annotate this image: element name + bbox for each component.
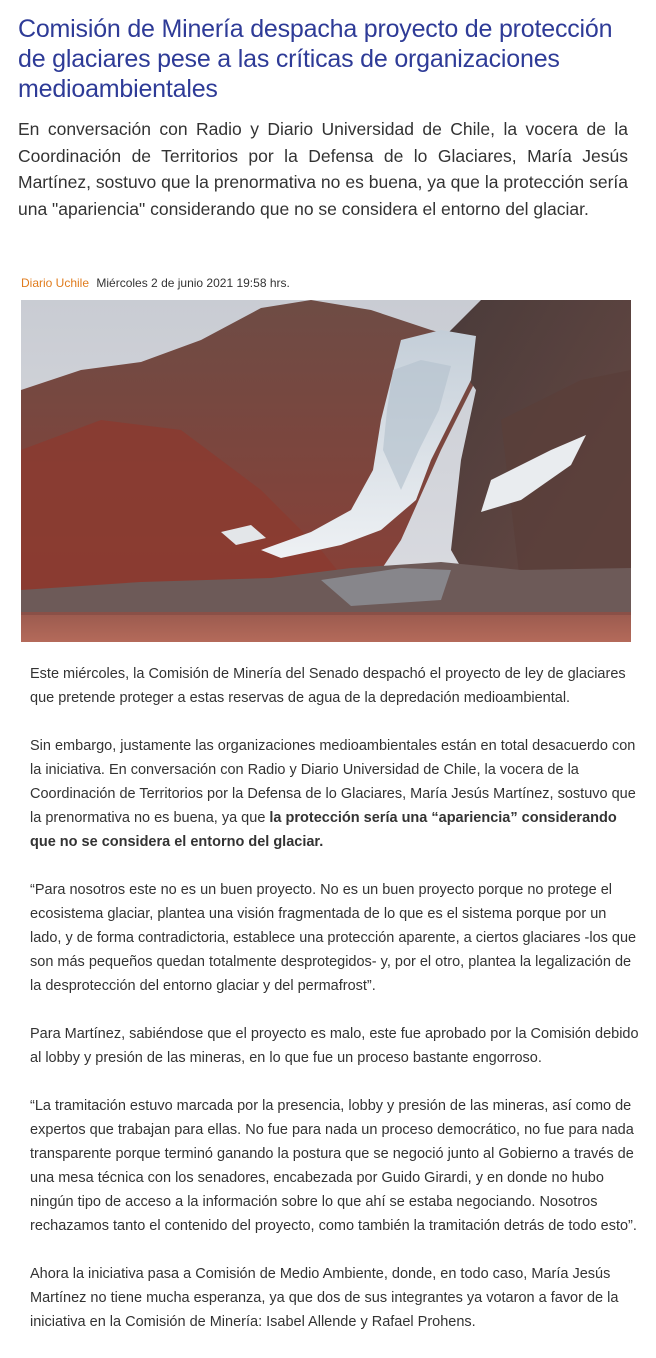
paragraph: [30, 734, 640, 854]
glacier-illustration: [21, 300, 631, 642]
article-meta: [21, 275, 631, 291]
glacier-photo: [21, 300, 631, 642]
publish-date: Miércoles 2 de junio 2021 19:58 hrs.: [96, 276, 290, 290]
paragraph: Ahora la iniciativa pasa a Comisión de Medio Ambiente, donde, en todo caso, María Jesús Martínez no tiene mucha esperanza, ya que dos de sus integrantes ya votaron a favor de la iniciativa en la Comisión de Minería: Isabel Allende y Rafael Prohens.: [30, 1266, 619, 1330]
article-lead: En conversación con Radio y Diario Universidad de Chile, la vocera de la Coordinación de Territorios por la Defensa de lo Glaciares, María Jesús Martínez, sostuvo que la prenormativa no es buena, ya que la protección sería una "apariencia" considerando que no se considera el entorno del glaciar.: [18, 119, 628, 219]
paragraph: Este miércoles, la Comisión de Minería del Senado despachó el proyecto de ley de glaciares que pretende proteger a estas reservas de agua de la depredación medioambiental.: [30, 666, 626, 706]
source-link[interactable]: Diario Uchile: [21, 276, 90, 290]
article-title: Comisión de Minería despacha proyecto de protección de glaciares pese a las críticas de organizaciones medioambientales: [18, 15, 613, 103]
paragraph: Para Martínez, sabiéndose que el proyecto es malo, este fue aprobado por la Comisión debido al lobby y presión de las mineras, en lo que fue un proceso bastante engorroso.: [30, 1026, 639, 1066]
paragraph-highlight: la protección sería una “apariencia” considerando que no se considera el entorno del glaciar.: [30, 810, 617, 850]
paragraph-text: Sin embargo, justamente las organizaciones medioambientales están en total desacuerdo con la iniciativa. En conversación con Radio y Diario Universidad de Chile, la vocera de la Coordinación de Territorios por la Defensa de lo Glaciares, María Jesús Martínez, sostuvo que la prenormativa no es buena, ya que: [30, 738, 636, 826]
paragraph: “Para nosotros este no es un buen proyecto. No es un buen proyecto porque no protege el ecosistema glaciar, plantea una visión fragmentada de lo que es el sistema porque por un lado, y de forma contradictoria, establece una protección aparente, a ciertos glaciares -los que son más pequeños quedan totalmente desprotegidos- y, por el otro, plantea la legalización de la desprotección del entorno glaciar y del permafrost”.: [30, 882, 637, 994]
paragraph: “La tramitación estuvo marcada por la presencia, lobby y presión de las mineras, así como de expertos que trabajan para ellas. No fue para nada un proceso democrático, no fue para nada transparente porque terminó ganando la postura que se negoció junto al Gobierno a través de una mesa técnica con los senadores, encabezada por Guido Girardi, y en donde no hubo ningún tipo de acceso a la información sobre lo que ahí se estaba negociando. Nosotros rechazamos tanto el contenido del proyecto, como también la tramitación detrás de todo esto”.: [30, 1098, 637, 1234]
article-body: [30, 662, 640, 1358]
